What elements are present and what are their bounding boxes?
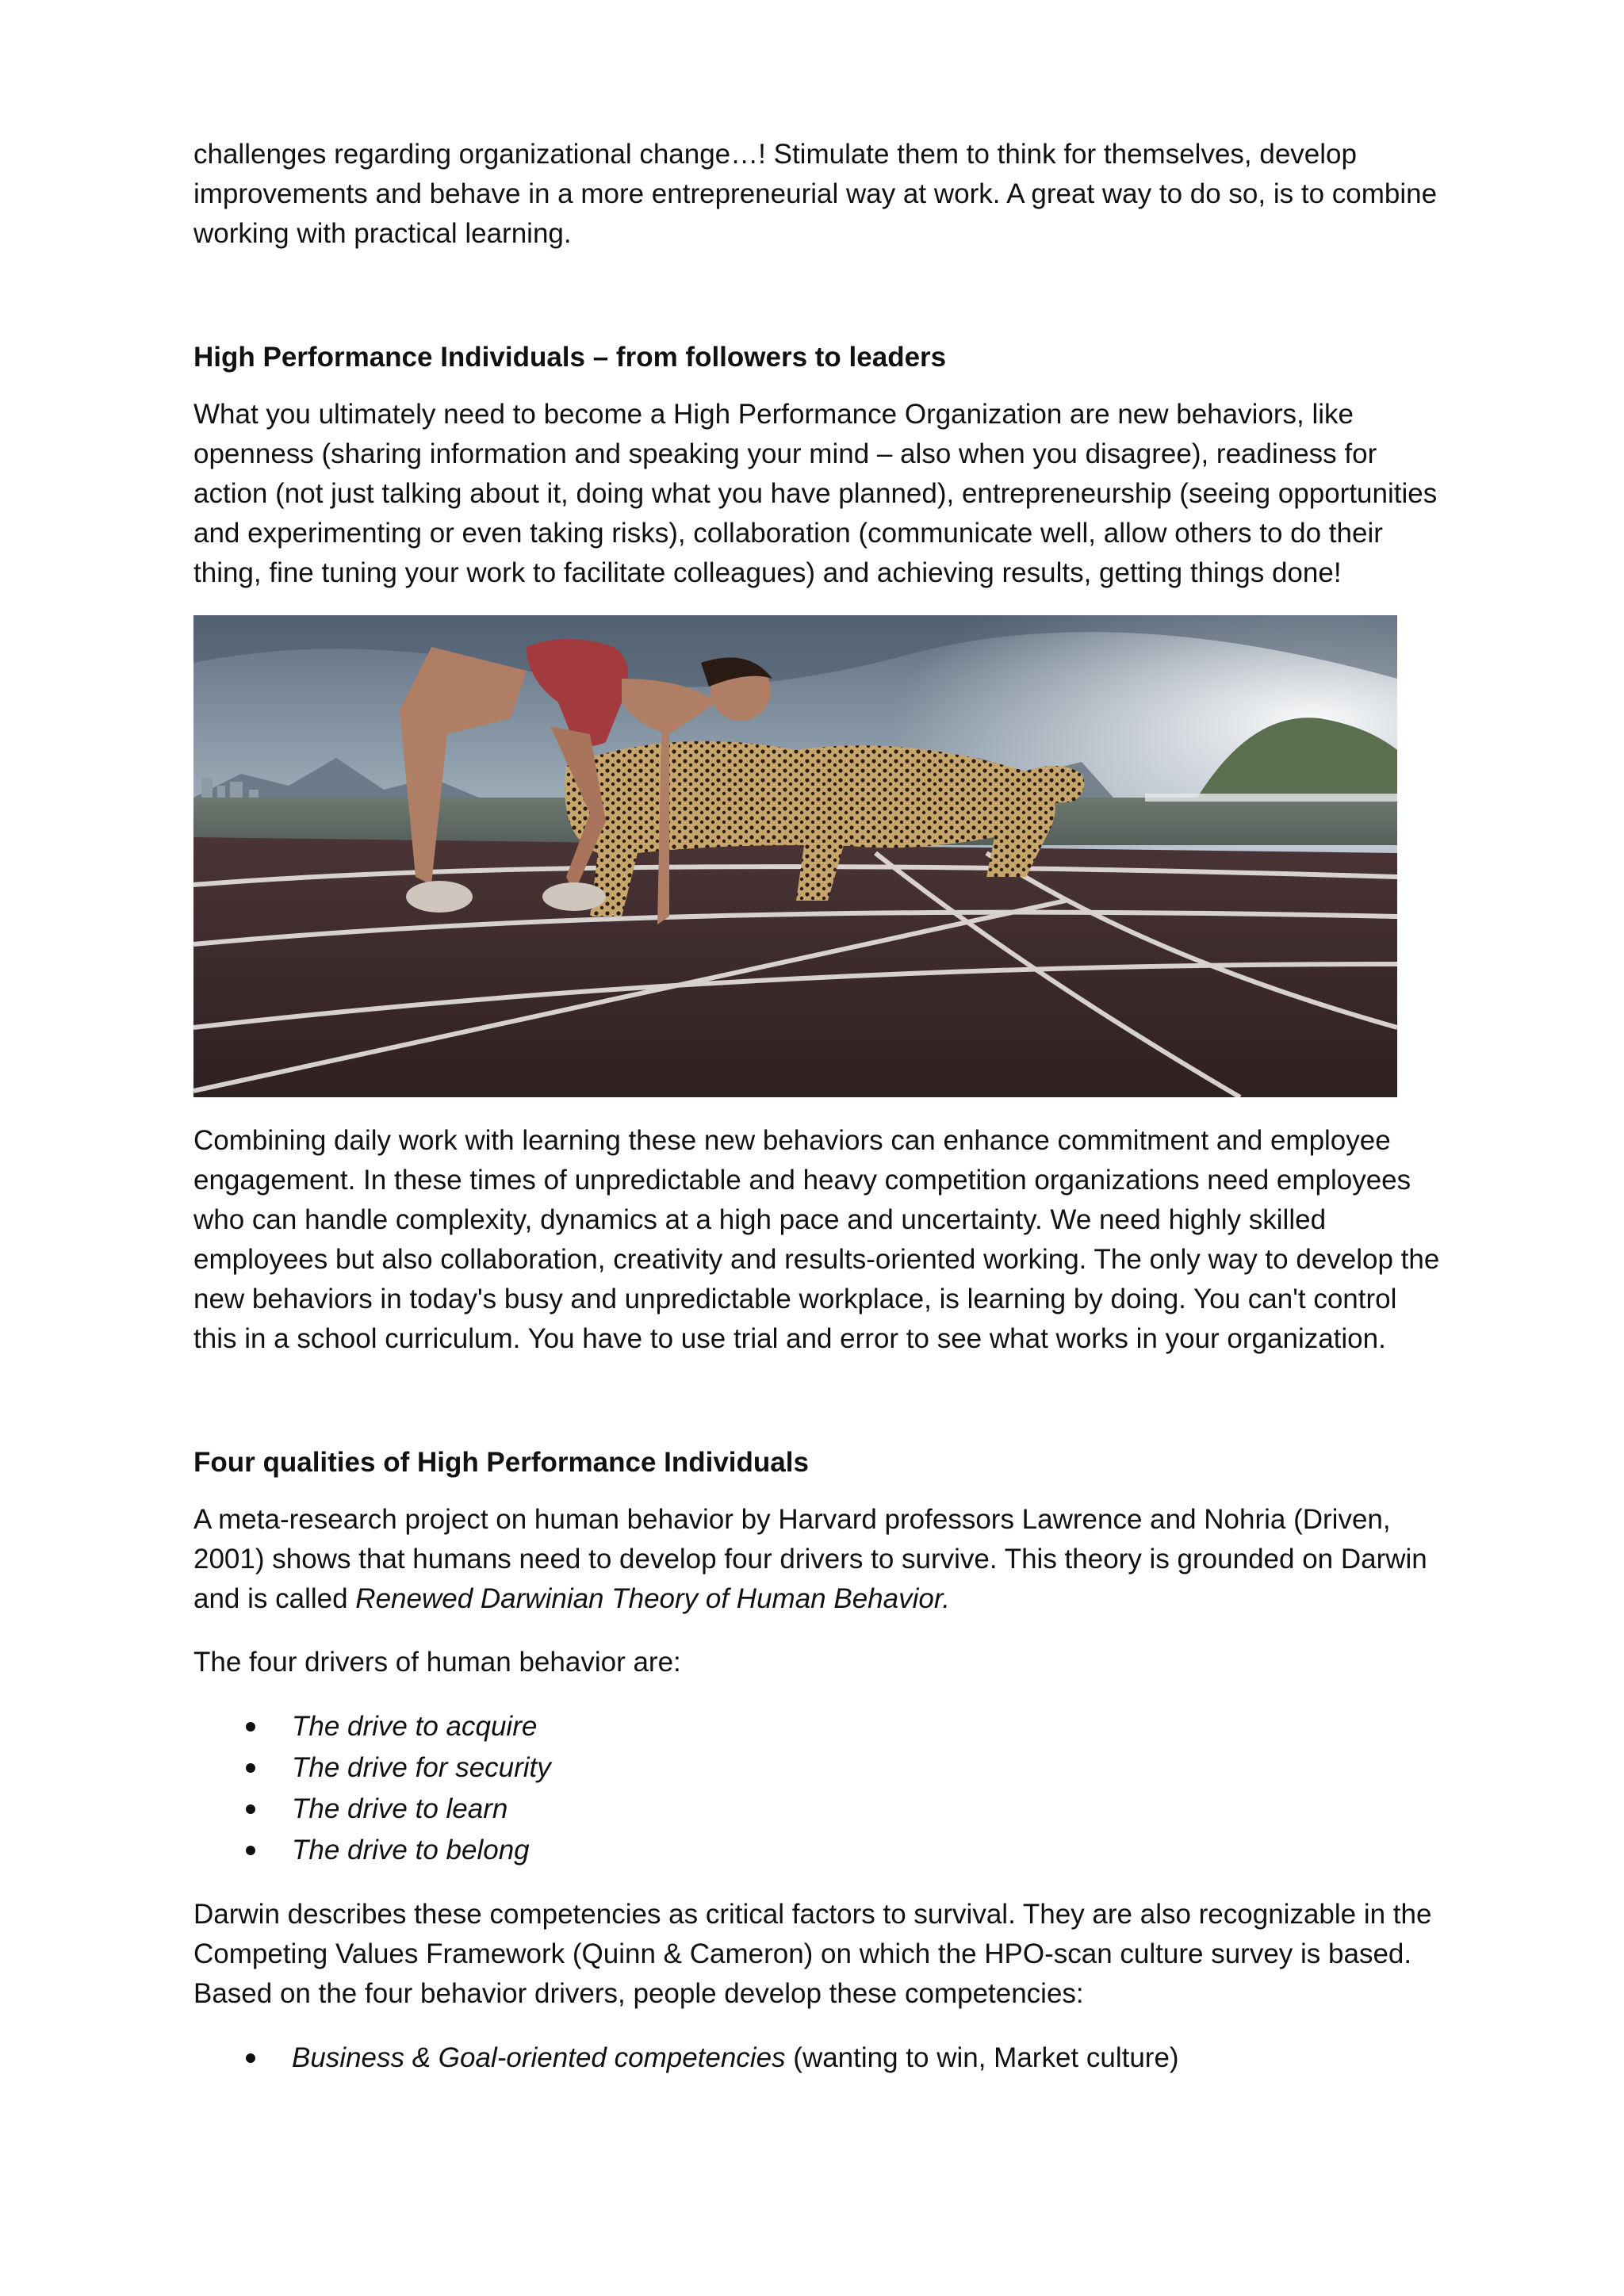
drivers-intro: The four drivers of human behavior are: (193, 1647, 681, 1678)
list-item (193, 1830, 1440, 1871)
driver-text: The drive to learn (292, 1793, 508, 1824)
meta-research-text: A meta-research project on human behavior by Harvard professors Lawrence and Nohria (Driven, 2001) shows that humans need to develop four drivers to survive. This theory is grounded on Darwin and is called (193, 1504, 1427, 1614)
new-behaviors-paragraph: What you ultimately need to become a High Performance Organization are new behaviors, like openness (sharing information and speaking your mind – also when you disagree), readiness for action (not just talking about it, doing what you have planned), entrepreneurship (seeing opportunities and experimenting or even taking risks), collaboration (communicate well, allow others to do their thing, fine tuning your work to facilitate colleagues) and achieving results, getting things done! (193, 399, 1438, 588)
list-item (193, 1706, 1440, 1747)
meta-research-paragraph (193, 1500, 1440, 1619)
section-heading-four-qualities: Four qualities of High Performance Individuals (193, 1447, 809, 1478)
drivers-list (193, 1706, 1440, 1871)
bullet-icon (246, 1804, 255, 1814)
driver-text: The drive to belong (292, 1835, 530, 1866)
theory-name: Renewed Darwinian Theory of Human Behavior. (355, 1583, 950, 1614)
bullet-icon (246, 1722, 255, 1732)
combining-work-learning-paragraph: Combining daily work with learning these new behaviors can enhance commitment and employee engagement. In these times of unpredictable and heavy competition organizations need employees who can handle complexity, dynamics at a high pace and uncertainty. We need highly skilled employees but also collaboration, creativity and results-oriented working. The only way to develop the new behaviors in today's busy and unpredictable workplace, is learning by doing. You can't control this in a school curriculum. You have to use trial and error to see what works in your organization. (193, 1125, 1440, 1354)
list-item (193, 1747, 1440, 1789)
bullet-icon (246, 1763, 255, 1773)
driver-text: The drive for security (292, 1752, 551, 1783)
darwin-competencies-paragraph: Darwin describes these competencies as critical factors to survival. They are also recognizable in the Competing Values Framework (Quinn & Cameron) on which the HPO-scan culture survey is based. Based on the four behavior drivers, people develop these competencies: (193, 1899, 1432, 2009)
competencies-list (193, 2038, 1440, 2079)
bullet-icon (246, 1846, 255, 1855)
sprinter-and-cheetahs-photo (193, 615, 1397, 1097)
list-item (193, 1789, 1440, 1830)
competency-name: Business & Goal-oriented competencies (292, 2042, 786, 2073)
document-page (193, 135, 1440, 2079)
intro-paragraph: challenges regarding organizational change…! Stimulate them to think for themselves, develop improvements and behave in a more entrepreneurial way at work. A great way to do so, is to combine working with practical learning. (193, 139, 1438, 249)
section-heading-high-performance-individuals: High Performance Individuals – from followers to leaders (193, 342, 947, 373)
driver-text: The drive to acquire (292, 1711, 538, 1742)
bullet-icon (246, 2053, 255, 2063)
sprinter-and-cheetahs-illustration (193, 615, 1397, 1097)
competency-detail: (wanting to win, Market culture) (785, 2042, 1179, 2073)
list-item (193, 2038, 1440, 2079)
